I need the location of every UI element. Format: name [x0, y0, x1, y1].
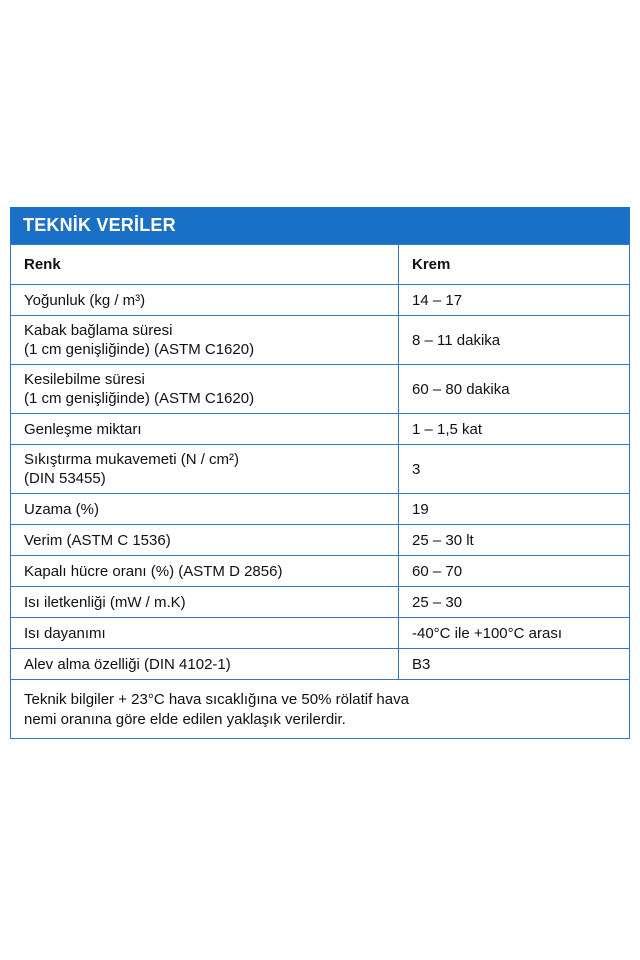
title-bar: [10, 207, 630, 244]
row-value: 1 – 1,5 kat: [399, 414, 630, 445]
row-label-line: Uzama (%): [24, 500, 100, 518]
table-note-row: [11, 680, 630, 739]
row-label: [11, 445, 399, 494]
row-label-line: Sıkıştırma mukavemeti (N / cm²): [24, 451, 240, 468]
row-value: 8 – 11 dakika: [399, 316, 630, 365]
table-row: [11, 556, 630, 587]
row-value: 3: [399, 445, 630, 494]
note-line: Teknik bilgiler + 23°C hava sıcaklığına ve 50% rölatif hava: [24, 690, 409, 708]
table-row: [11, 618, 630, 649]
row-label: [11, 316, 399, 365]
specs-table: [10, 244, 630, 739]
note-cell: [11, 680, 630, 739]
table-row: [11, 365, 630, 414]
table-row: [11, 445, 630, 494]
row-label: [11, 365, 399, 414]
header-label-cell: Renk: [11, 245, 399, 285]
row-label-line: Isı dayanımı: [24, 624, 106, 642]
row-label: [11, 649, 399, 680]
table-row: [11, 316, 630, 365]
row-label-line: (1 cm genişliğinde) (ASTM C1620): [24, 341, 255, 358]
row-label-line: Verim (ASTM C 1536): [24, 531, 171, 549]
table-row: [11, 285, 630, 316]
row-label-line: Kapalı hücre oranı (%) (ASTM D 2856): [24, 562, 283, 580]
row-value: 60 – 80 dakika: [399, 365, 630, 414]
table-row: [11, 525, 630, 556]
row-label-line: (DIN 53455): [24, 470, 106, 487]
row-value: 19: [399, 494, 630, 525]
row-label-line: Kesilebilme süresi: [24, 371, 145, 388]
row-label: [11, 587, 399, 618]
row-value: 60 – 70: [399, 556, 630, 587]
table-row: [11, 494, 630, 525]
row-value: 14 – 17: [399, 285, 630, 316]
row-value: 25 – 30 lt: [399, 525, 630, 556]
row-label: [11, 525, 399, 556]
row-value: 25 – 30: [399, 587, 630, 618]
row-label-line: (1 cm genişliğinde) (ASTM C1620): [24, 390, 255, 407]
note-line: nemi oranına göre elde edilen yaklaşık verilerdir.: [24, 710, 346, 728]
technical-data-sheet: [10, 207, 630, 739]
row-value: B3: [399, 649, 630, 680]
row-label-line: Genleşme miktarı: [24, 420, 142, 438]
row-label: [11, 414, 399, 445]
page-title: TEKNİK VERİLER: [23, 215, 176, 235]
row-label-line: Yoğunluk (kg / m³): [24, 291, 146, 309]
row-label: [11, 285, 399, 316]
row-label-line: Kabak bağlama süresi: [24, 322, 173, 339]
header-value-cell: Krem: [399, 245, 630, 285]
row-label-line: Isı iletkenliği (mW / m.K): [24, 593, 186, 611]
row-value: -40°C ile +100°C arası: [399, 618, 630, 649]
row-label-line: Alev alma özelliği (DIN 4102-1): [24, 655, 231, 673]
table-row: [11, 414, 630, 445]
table-header-row: [11, 245, 630, 285]
row-label: [11, 556, 399, 587]
row-label: [11, 494, 399, 525]
table-row: [11, 649, 630, 680]
row-label: [11, 618, 399, 649]
table-row: [11, 587, 630, 618]
